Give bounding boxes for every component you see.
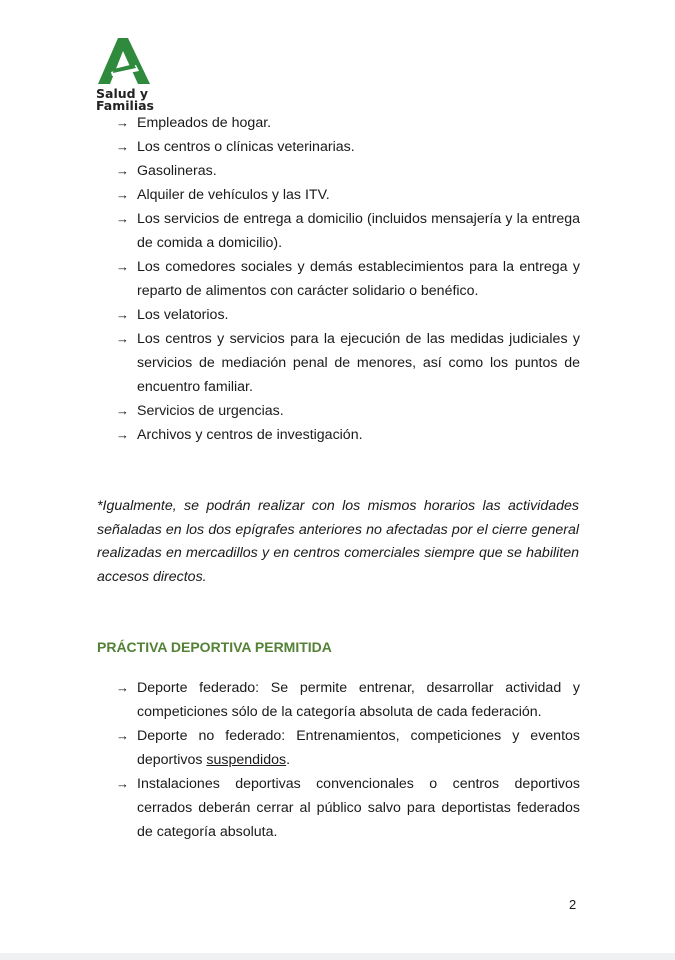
arrow-icon: → — [116, 211, 129, 226]
list-item — [116, 327, 580, 399]
list-item — [116, 159, 580, 183]
list-item-end: . — [286, 752, 291, 768]
logo-line-2: Familias — [96, 98, 154, 113]
list-item — [116, 255, 580, 303]
list-item-text: Archivos y centros de investigación. — [137, 427, 363, 443]
list-item — [116, 111, 580, 135]
list-item-text: Deporte federado: Se permite entrenar, desarrollar actividad y competiciones sólo de la categoría absoluta de cada federación. — [137, 680, 580, 720]
list-item-text: Los comedores sociales y demás establecimientos para la entrega y reparto de alimentos con carácter solidario o benéfico. — [137, 259, 580, 299]
arrow-icon: → — [116, 139, 129, 154]
list-item — [116, 135, 580, 159]
arrow-icon: → — [116, 115, 129, 130]
list-item — [116, 399, 580, 423]
arrow-icon: → — [116, 307, 129, 322]
list-item-text: Deporte no federado: Entrenamientos, competiciones y eventos deportivos — [137, 728, 580, 768]
arrow-icon: → — [116, 403, 129, 418]
list-item-text: Empleados de hogar. — [137, 115, 272, 131]
logo-line-1: Salud y — [96, 86, 149, 101]
arrow-icon: → — [116, 427, 129, 442]
section-heading: PRÁCTIVA DEPORTIVA PERMITIDA — [97, 639, 332, 655]
list-item — [116, 303, 580, 327]
logo-text — [96, 88, 156, 112]
arrow-icon: → — [116, 163, 129, 178]
list-item-text: Los centros o clínicas veterinarias. — [137, 139, 355, 155]
arrow-icon: → — [116, 259, 129, 274]
list-item-text: Los servicios de entrega a domicilio (incluidos mensajería y la entrega de comida a domicilio). — [137, 211, 580, 251]
arrow-icon: → — [116, 187, 129, 202]
arrow-icon: → — [116, 331, 129, 346]
list-item — [116, 207, 580, 255]
sports-list — [116, 676, 580, 844]
list-item-text: Instalaciones deportivas convencionales o centros deportivos cerrados deberán cerrar al público salvo para deportistas federados de categoría absoluta. — [137, 776, 580, 840]
list-item — [116, 676, 580, 724]
note-paragraph: *Igualmente, se podrán realizar con los mismos horarios las actividades señaladas en los dos epígrafes anteriores no afectadas por el cierre general realizadas en mercadillos y en centros comerciales siempre que se habiliten accesos directos. — [97, 498, 579, 585]
list-item-text: Los centros y servicios para la ejecución de las medidas judiciales y servicios de mediación penal de menores, así como los puntos de encuentro familiar. — [137, 331, 580, 395]
logo — [96, 38, 156, 112]
bottom-bar — [0, 953, 675, 960]
list-item — [116, 772, 580, 844]
list-item-text: Gasolineras. — [137, 163, 217, 179]
list-item-text: Los velatorios. — [137, 307, 229, 323]
establishments-list — [116, 111, 580, 447]
arrow-icon: → — [116, 680, 129, 695]
list-item — [116, 183, 580, 207]
arrow-icon: → — [116, 728, 129, 743]
arrow-icon: → — [116, 776, 129, 791]
list-item — [116, 423, 580, 447]
emphasis-underlined: suspendidos — [206, 752, 287, 768]
list-item-text: Alquiler de vehículos y las ITV. — [137, 187, 330, 203]
junta-andalucia-logo-icon — [98, 38, 150, 84]
page-number: 2 — [569, 897, 577, 912]
list-item-text: Servicios de urgencias. — [137, 403, 284, 419]
list-item — [116, 724, 580, 772]
